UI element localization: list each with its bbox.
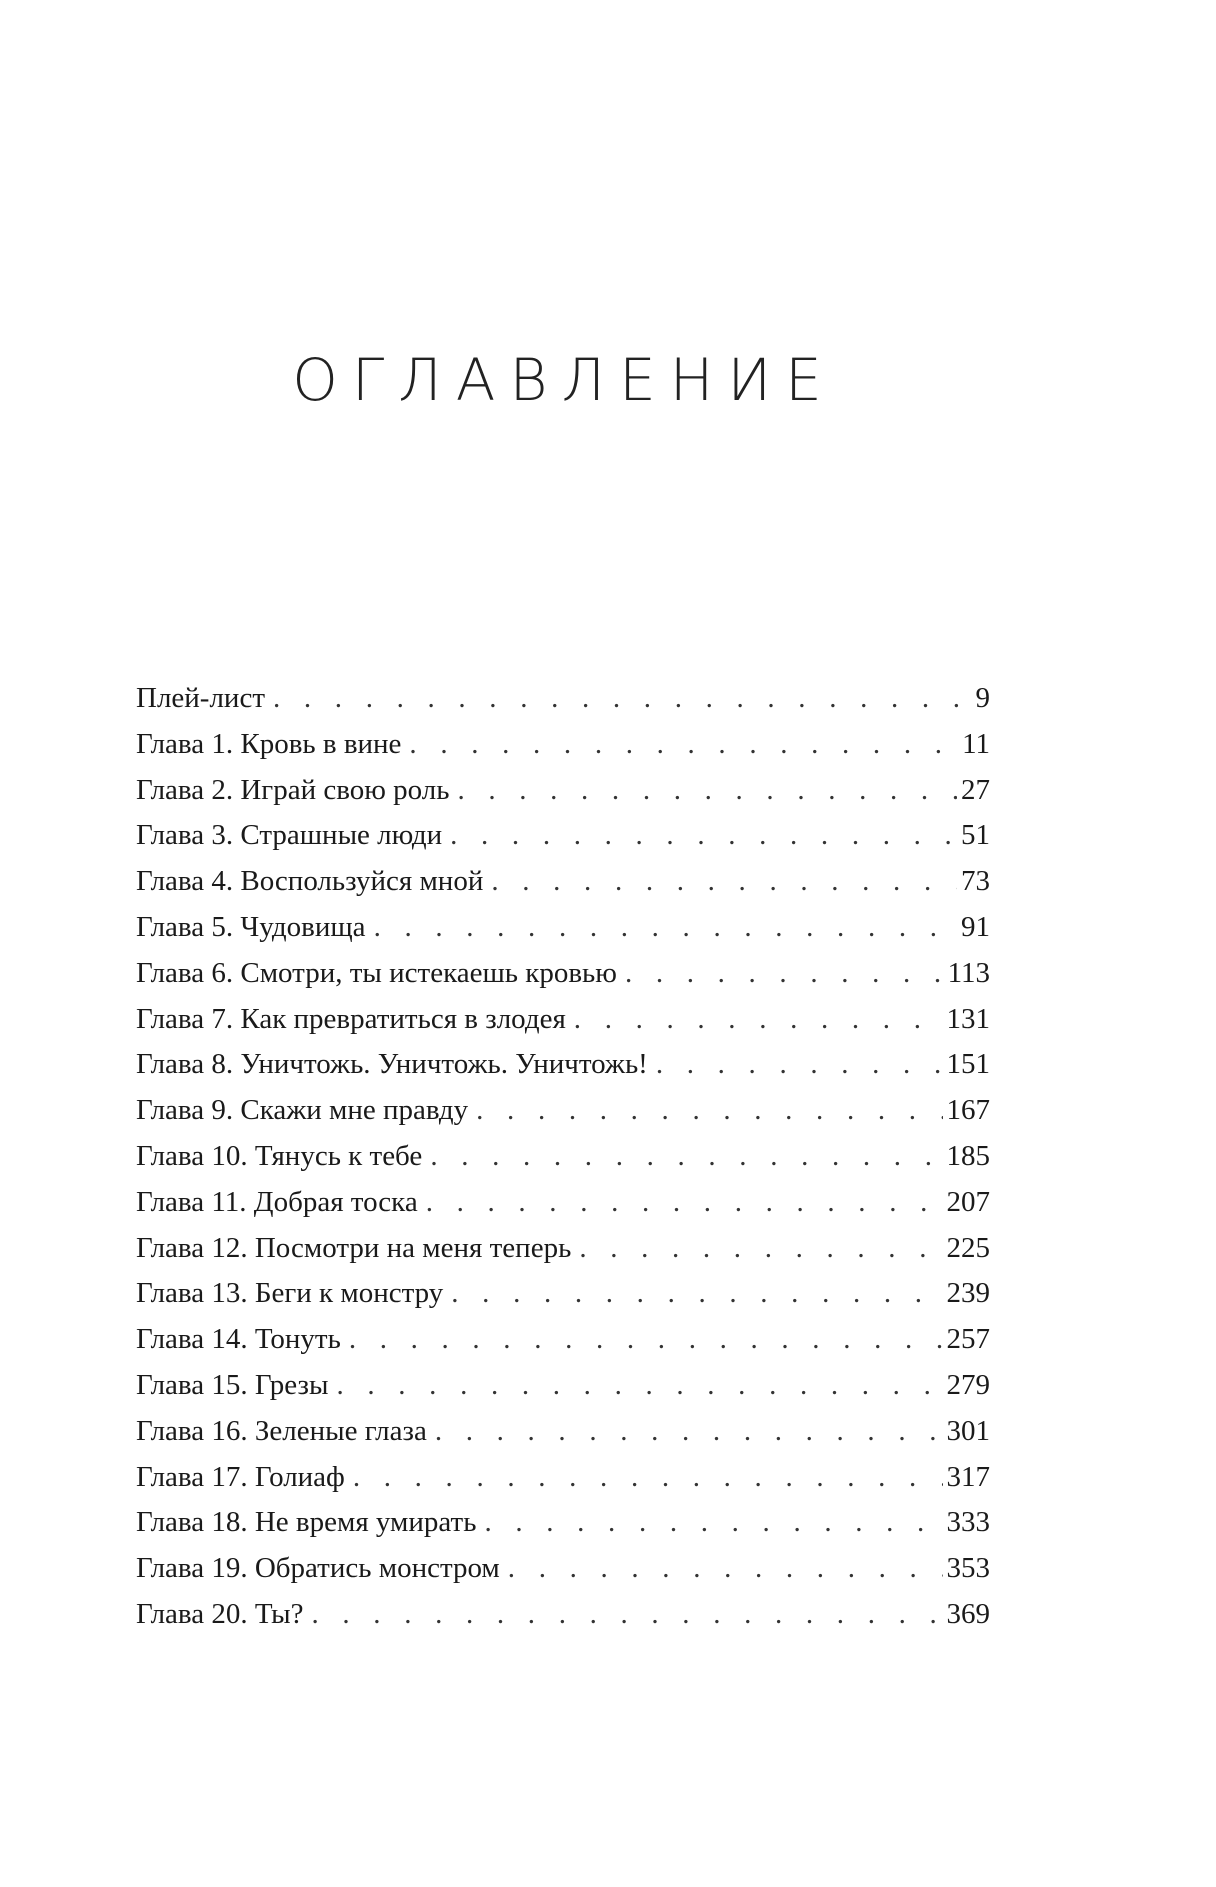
dot-leader <box>341 1317 943 1363</box>
toc-entry-label: Глава 11. Добрая тоска <box>136 1185 418 1218</box>
dot-leader <box>468 1088 942 1134</box>
toc-entry-page-number: 369 <box>946 1597 990 1630</box>
toc-entry[interactable] <box>136 1134 990 1180</box>
toc-entry[interactable] <box>136 813 990 859</box>
toc-entry-label: Глава 20. Ты? <box>136 1597 304 1630</box>
dot-leader <box>500 1546 943 1592</box>
toc-entry-label: Глава 8. Уничтожь. Уничтожь. Уничтожь! <box>136 1048 648 1081</box>
dot-leader <box>304 1592 943 1638</box>
toc-entry-page-number: 73 <box>961 865 990 898</box>
dot-leader <box>566 997 943 1043</box>
toc-entry[interactable] <box>136 1409 990 1455</box>
toc-entry-label: Глава 5. Чудовища <box>136 910 366 943</box>
toc-entry[interactable] <box>136 1088 990 1134</box>
dot-leader <box>571 1226 942 1272</box>
toc-entry-label: Глава 16. Зеленые глаза <box>136 1414 427 1447</box>
toc-entry[interactable] <box>136 1226 990 1272</box>
toc-entry-page-number: 279 <box>946 1368 990 1401</box>
dot-leader <box>418 1180 943 1226</box>
toc-entry-label: Глава 10. Тянусь к тебе <box>136 1139 423 1172</box>
toc-entry-label: Глава 7. Как превратиться в злодея <box>136 1002 566 1035</box>
toc-entry-page-number: 167 <box>946 1094 990 1127</box>
dot-leader <box>427 1409 943 1455</box>
toc-entry-label: Плей-лист <box>136 682 265 714</box>
dot-leader <box>648 1042 943 1088</box>
toc-entry[interactable] <box>136 905 990 951</box>
toc-entry-page-number: 239 <box>946 1277 990 1310</box>
toc-entry[interactable] <box>136 1363 990 1409</box>
dot-leader <box>442 813 957 859</box>
toc-entry-label: Глава 3. Страшные люди <box>136 819 443 852</box>
toc-entry-page-number: 207 <box>946 1185 990 1218</box>
toc-entry-page-number: 333 <box>946 1506 990 1539</box>
toc-entry-page-number: 27 <box>961 773 990 806</box>
toc-entry[interactable] <box>136 1180 990 1226</box>
toc-entry-label: Глава 9. Скажи мне правду <box>136 1094 469 1127</box>
toc-entry[interactable] <box>136 1042 990 1088</box>
toc-entry-page-number: 151 <box>946 1048 990 1081</box>
toc-entry-label: Глава 6. Смотри, ты истекаешь кровью <box>136 956 617 989</box>
toc-entry[interactable] <box>136 1317 990 1363</box>
toc-entry[interactable] <box>136 997 990 1043</box>
dot-leader <box>345 1455 943 1501</box>
table-of-contents <box>136 676 990 1638</box>
toc-entry-page-number: 9 <box>975 682 990 714</box>
dot-leader <box>449 768 957 814</box>
toc-entry-label: Глава 15. Грезы <box>136 1368 329 1401</box>
toc-entry-label: Глава 12. Посмотри на меня теперь <box>136 1231 572 1264</box>
dot-leader <box>265 676 972 722</box>
toc-entry[interactable] <box>136 951 990 997</box>
dot-leader <box>617 951 944 997</box>
dot-leader <box>422 1134 942 1180</box>
toc-entry-page-number: 225 <box>946 1231 990 1264</box>
toc-entry-label: Глава 14. Тонуть <box>136 1323 341 1356</box>
toc-entry-page-number: 185 <box>946 1139 990 1172</box>
toc-entry-label: Глава 19. Обратись монстром <box>136 1552 500 1585</box>
toc-entry-page-number: 113 <box>947 956 990 989</box>
toc-entry-page-number: 131 <box>946 1002 990 1035</box>
toc-entry[interactable] <box>136 1592 990 1638</box>
toc-entry[interactable] <box>136 1455 990 1501</box>
dot-leader <box>443 1271 942 1317</box>
dot-leader <box>366 905 957 951</box>
toc-entry-label: Глава 13. Беги к монстру <box>136 1277 444 1310</box>
toc-entry-label: Глава 2. Играй свою роль <box>136 773 450 806</box>
dot-leader <box>476 1500 942 1546</box>
toc-entry-page-number: 11 <box>962 727 990 760</box>
toc-entry[interactable] <box>136 859 990 905</box>
toc-entry[interactable] <box>136 676 990 722</box>
toc-entry[interactable] <box>136 768 990 814</box>
dot-leader <box>401 722 958 768</box>
page-title: ОГЛАВЛЕНИЕ <box>292 345 836 414</box>
toc-entry-label: Глава 4. Воспользуйся мной <box>136 865 484 898</box>
toc-entry-page-number: 257 <box>946 1323 990 1356</box>
dot-leader <box>483 859 957 905</box>
dot-leader <box>328 1363 942 1409</box>
toc-entry[interactable] <box>136 1500 990 1546</box>
toc-entry-page-number: 317 <box>946 1460 990 1493</box>
toc-entry-label: Глава 17. Голиаф <box>136 1460 345 1493</box>
toc-entry-page-number: 353 <box>946 1552 990 1585</box>
toc-entry[interactable] <box>136 1546 990 1592</box>
toc-entry-page-number: 91 <box>961 910 990 943</box>
toc-entry[interactable] <box>136 1271 990 1317</box>
toc-entry[interactable] <box>136 722 990 768</box>
toc-entry-label: Глава 18. Не время умирать <box>136 1506 477 1539</box>
toc-entry-label: Глава 1. Кровь в вине <box>136 727 402 760</box>
toc-entry-page-number: 51 <box>961 819 990 852</box>
toc-entry-page-number: 301 <box>946 1414 990 1447</box>
